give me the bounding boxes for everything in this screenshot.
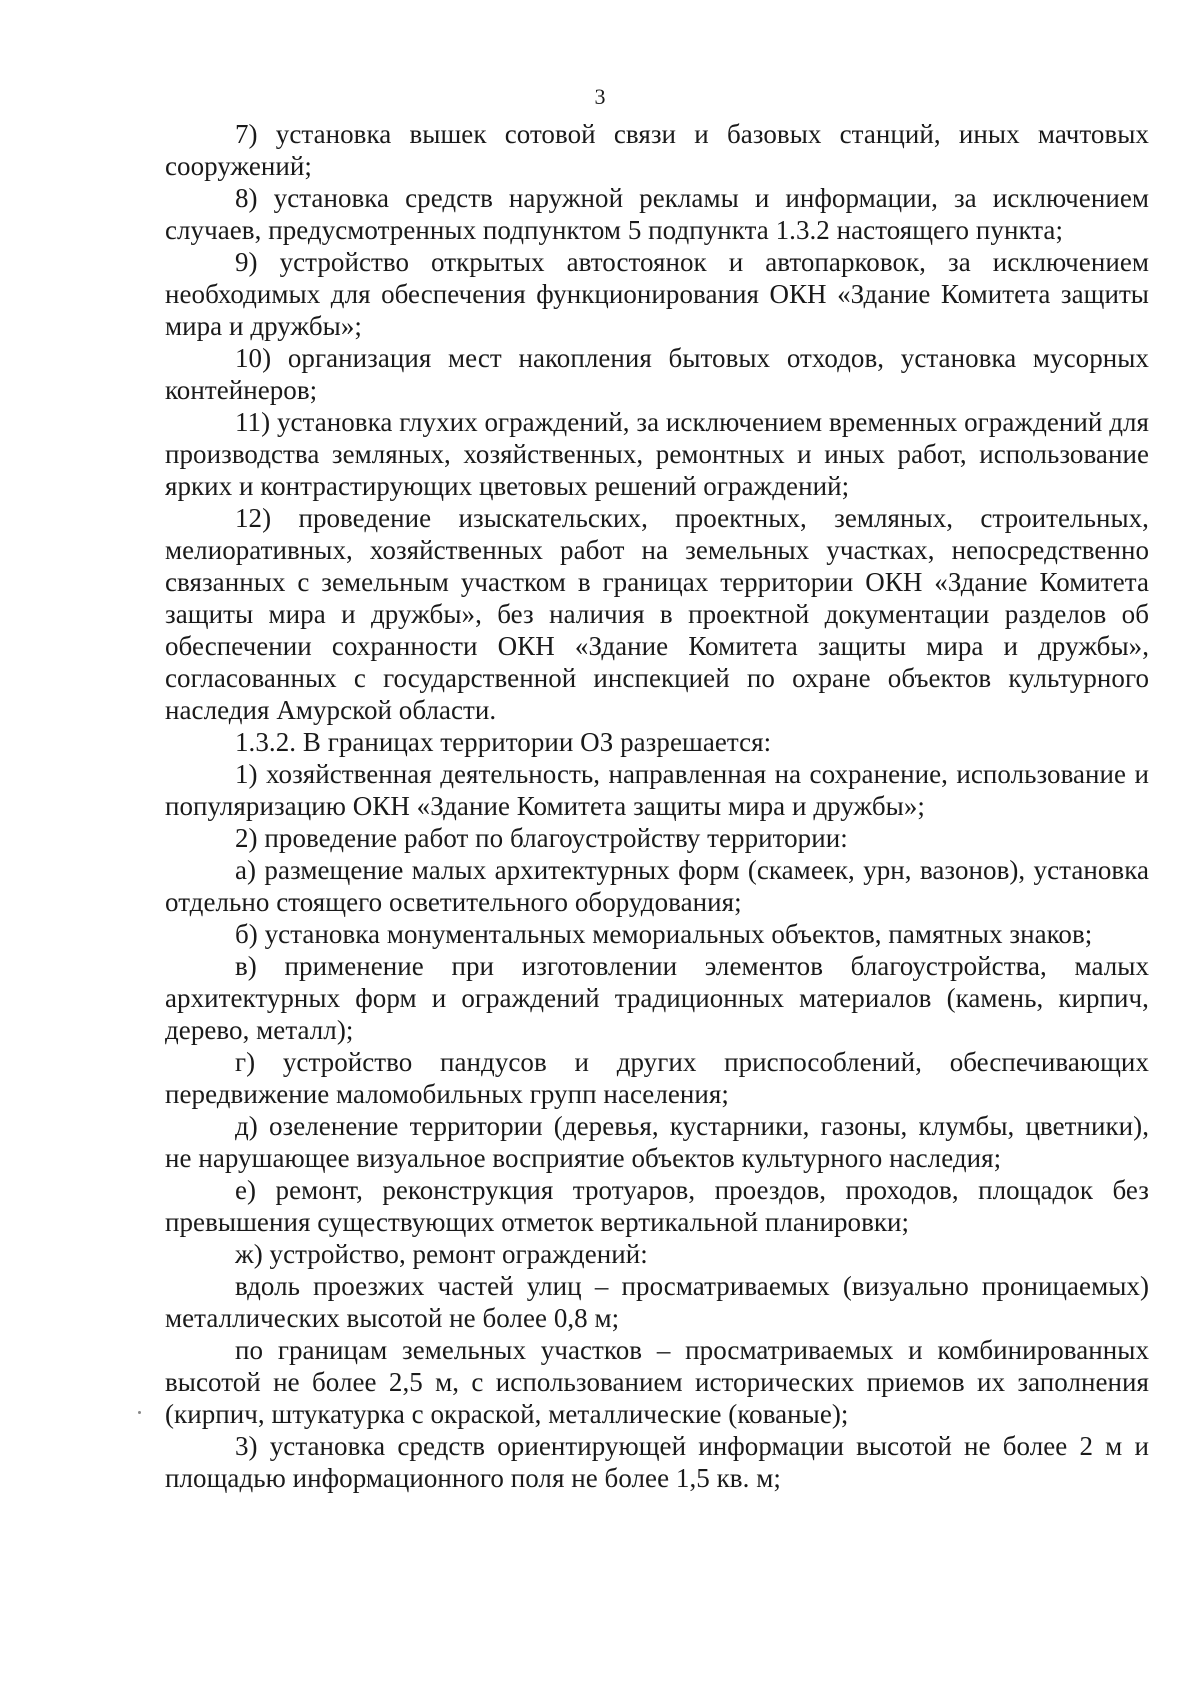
paragraph-subitem-zh: ж) устройство, ремонт ограждений: bbox=[235, 1239, 648, 1269]
paragraph-item-7: 7) установка вышек сотовой связи и базовых станций, иных мачтовых сооружений; bbox=[165, 119, 1149, 181]
scan-speck-mark bbox=[138, 1411, 141, 1414]
paragraph-subitem-g: г) устройство пандусов и других приспособлений, обеспечивающих передвижение маломобильных групп населения; bbox=[165, 1047, 1149, 1109]
paragraph-item-12: 12) проведение изыскательских, проектных, земляных, строительных, мелиоративных, хозяйственных работ на земельных участках, непосредственно связанных с земельным участком в границах территории ОКН «Здание Комитета защиты мира и дружбы», без наличия в проектной документации разделов об обеспечении сохранности ОКН «Здание Комитета защиты мира и дружбы», согласованных с государственной инспекцией по охране объектов культурного наследия Амурской области. bbox=[165, 503, 1149, 725]
paragraph-subitem-b: б) установка монументальных мемориальных объектов, памятных знаков; bbox=[235, 919, 1093, 949]
section-heading-1-3-2: 1.3.2. В границах территории ОЗ разрешается: bbox=[235, 727, 772, 757]
paragraph-item-8: 8) установка средств наружной рекламы и информации, за исключением случаев, предусмотренных подпунктом 5 подпункта 1.3.2 настоящего пункта; bbox=[165, 183, 1149, 245]
paragraph-permitted-3: 3) установка средств ориентирующей информации высотой не более 2 м и площадью информационного поля не более 1,5 кв. м; bbox=[165, 1431, 1149, 1493]
paragraph-item-10: 10) организация мест накопления бытовых отходов, установка мусорных контейнеров; bbox=[165, 343, 1149, 405]
paragraph-item-9: 9) устройство открытых автостоянок и автопарковок, за исключением необходимых для обеспечения функционирования ОКН «Здание Комитета защиты мира и дружбы»; bbox=[165, 247, 1149, 341]
paragraph-subitem-a: а) размещение малых архитектурных форм (скамеек, урн, вазонов), установка отдельно стоящего осветительного оборудования; bbox=[165, 855, 1149, 917]
paragraph-item-11: 11) установка глухих ограждений, за исключением временных ограждений для производства земляных, хозяйственных, ремонтных и иных работ, использование ярких и контрастирующих цветовых решений ограждений; bbox=[165, 407, 1149, 501]
page-number: 3 bbox=[594, 84, 606, 109]
paragraph-subitem-v: в) применение при изготовлении элементов благоустройства, малых архитектурных форм и ограждений традиционных материалов (камень, кирпич, дерево, металл); bbox=[165, 951, 1149, 1045]
paragraph-fence-boundary: по границам земельных участков – просматриваемых и комбинированных высотой не более 2,5 м, с использованием исторических приемов их заполнения (кирпич, штукатурка с окраской, металлические (кованые); bbox=[165, 1335, 1149, 1429]
paragraph-subitem-d: д) озеленение территории (деревья, кустарники, газоны, клумбы, цветники), не нарушающее визуальное восприятие объектов культурного наследия; bbox=[165, 1111, 1149, 1173]
paragraph-permitted-1: 1) хозяйственная деятельность, направленная на сохранение, использование и популяризацию ОКН «Здание Комитета защиты мира и дружбы»; bbox=[165, 759, 1149, 821]
paragraph-fence-street: вдоль проезжих частей улиц – просматриваемых (визуально проницаемых) металлических высотой не более 0,8 м; bbox=[165, 1271, 1149, 1333]
document-body bbox=[165, 118, 1149, 1494]
paragraph-permitted-2: 2) проведение работ по благоустройству территории: bbox=[235, 823, 848, 853]
paragraph-subitem-e: е) ремонт, реконструкция тротуаров, проездов, проходов, площадок без превышения существующих отметок вертикальной планировки; bbox=[165, 1175, 1149, 1237]
